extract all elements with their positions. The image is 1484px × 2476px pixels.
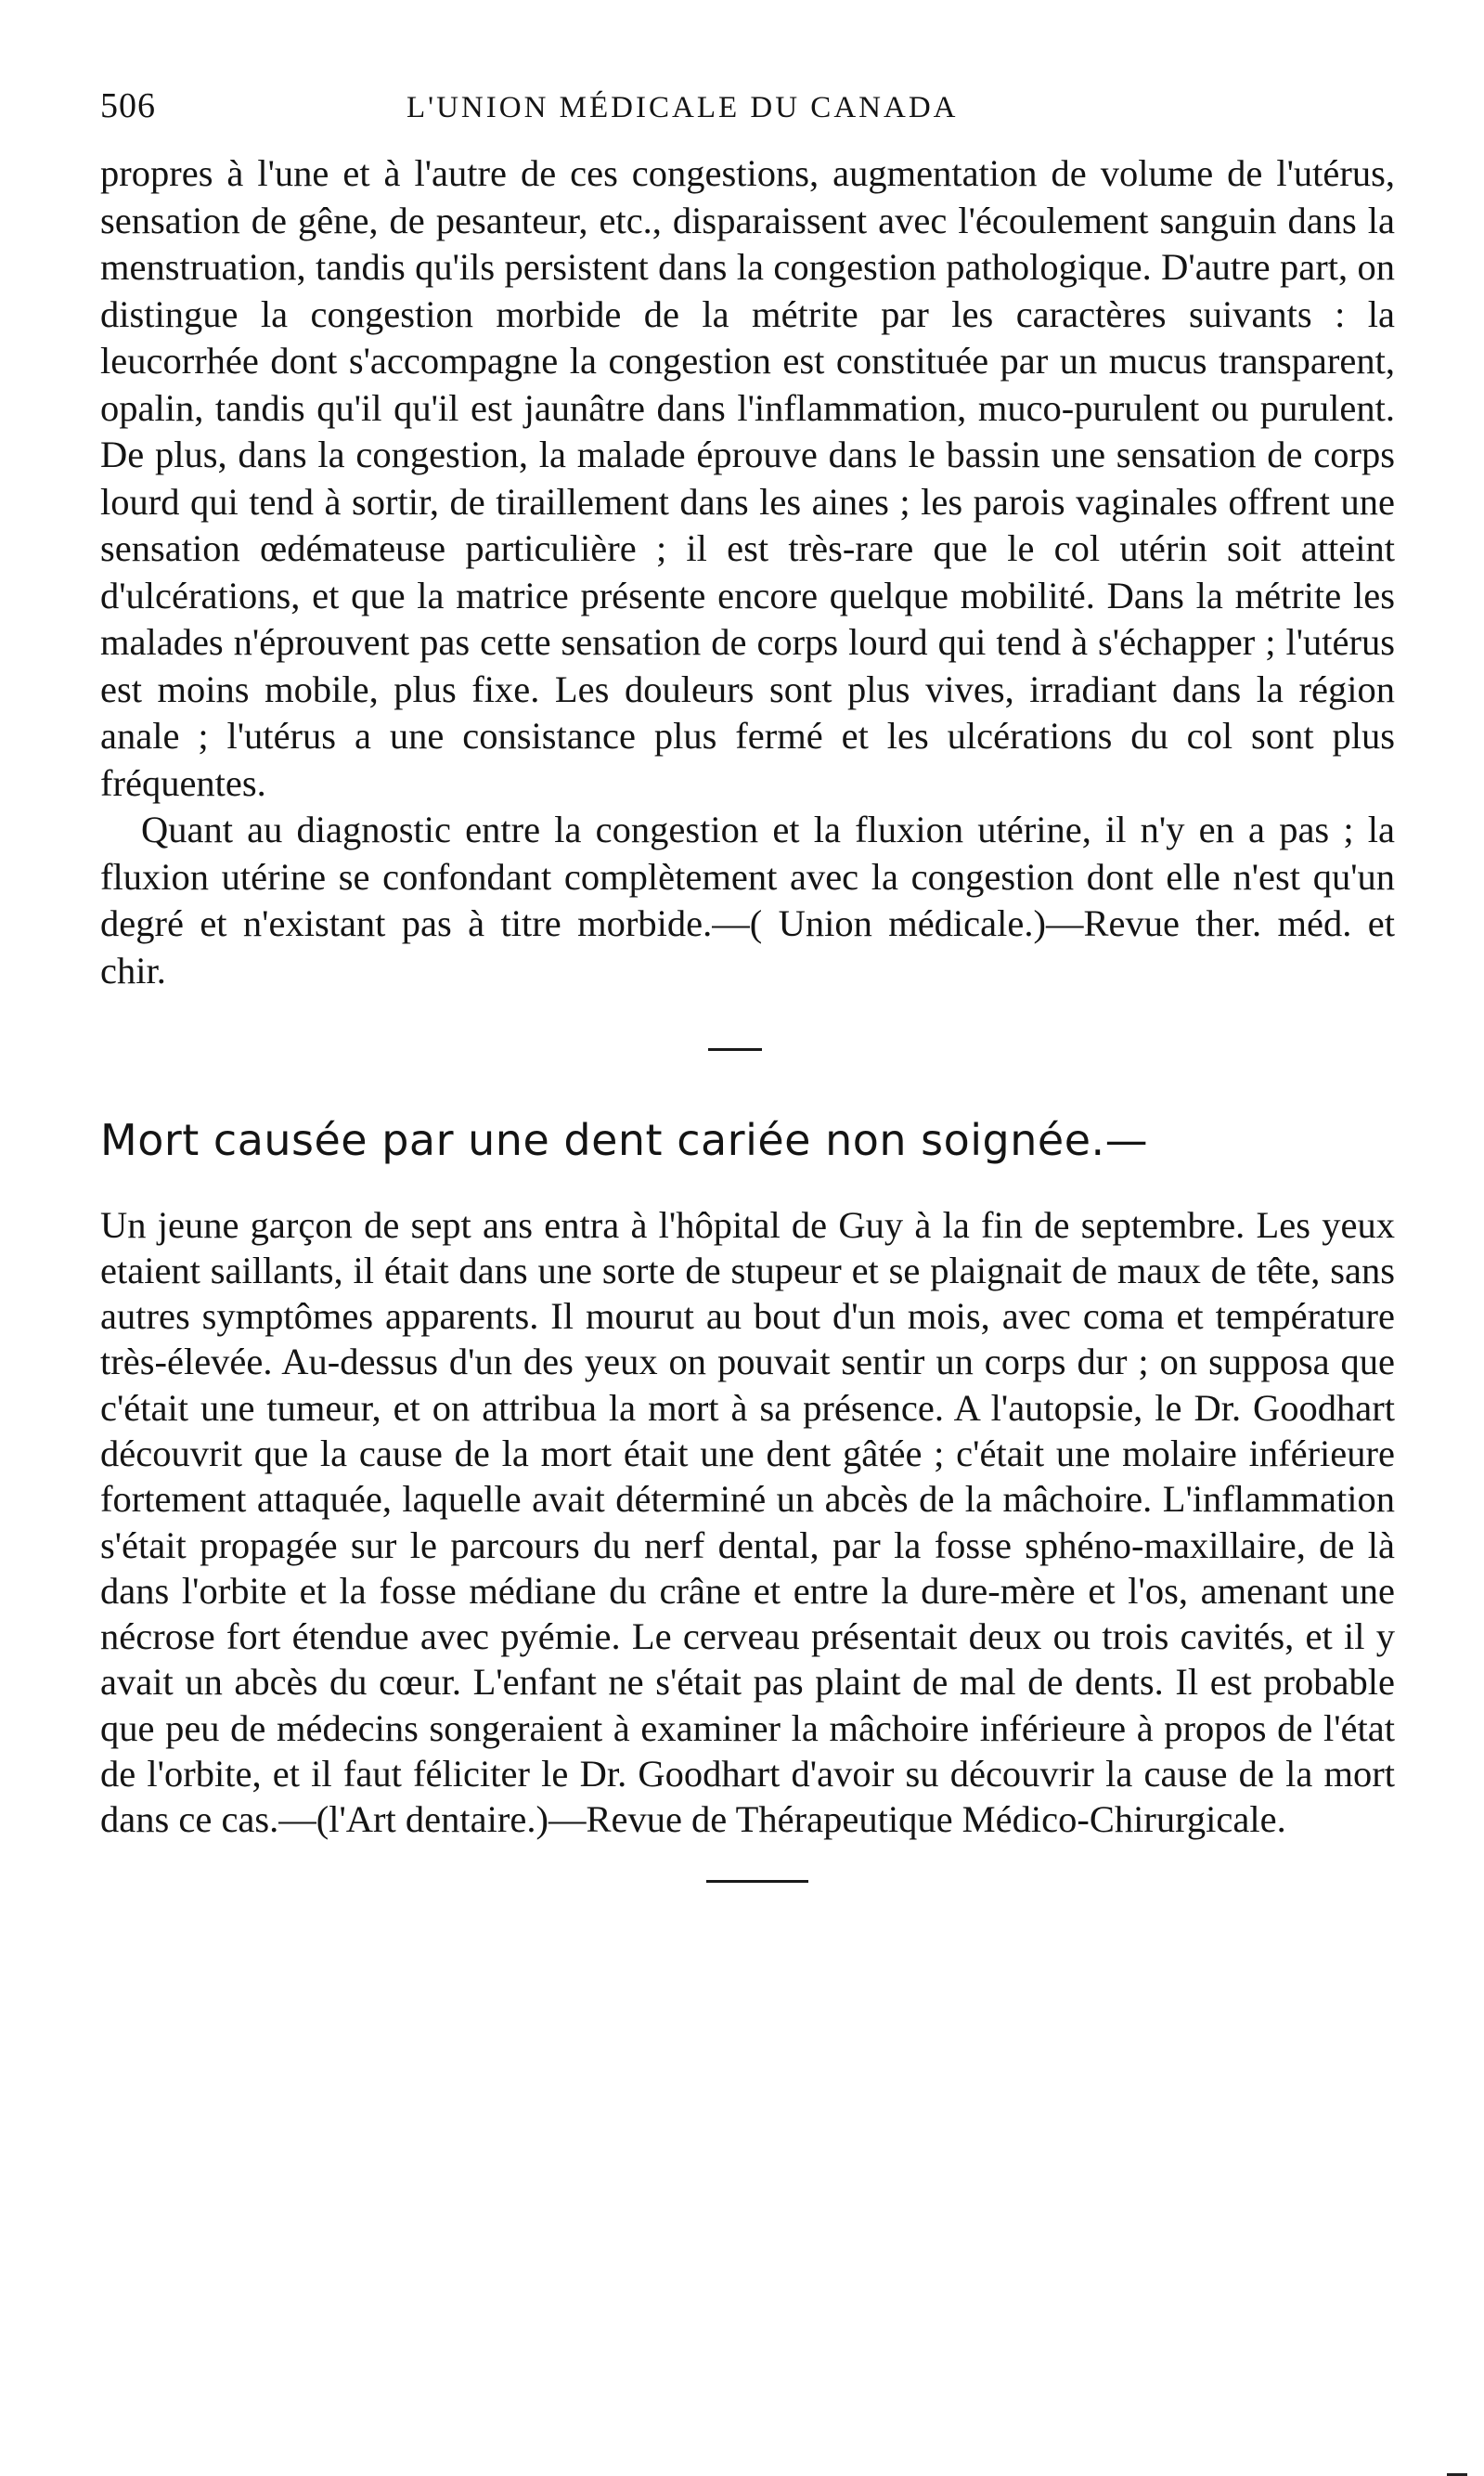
running-head: [100, 85, 1395, 130]
section-divider: [708, 1048, 762, 1051]
journal-title: L'UNION MÉDICALE DU CANADA: [406, 91, 959, 124]
diagnosis-paragraph: Quant au diagnostic entre la congestion et la fluxion utérine, il n'y en a pas ; la fluxion utérine se confondant complètement avec la congestion dont elle n'est qu'un degré et n'existant pas à titre morbide.—( Union médicale.)—Revue ther. méd. et chir.: [100, 809, 1395, 992]
page-number: 506: [100, 86, 156, 125]
article-paragraph: Un jeune garçon de sept ans entra à l'hôpital de Guy à la fin de septembre. Les yeux etaient saillants, il était dans une sorte de stupeur et se plaignait de maux de tête, sans autres symptômes apparents. Il mourut au bout d'un mois, avec coma et température très-élevée. Au-dessus d'un des yeux on pouvait sentir un corps dur ; on supposa que c'était une tumeur, et on attribua la mort à sa présence. A l'autopsie, le Dr. Goodhart découvrit que la cause de la mort était une dent gâtée ; c'était une molaire inférieure fortement attaquée, laquelle avait déterminé un abcès de la mâchoire. L'inflammation s'était propagée sur le parcours du nerf dental, par la fosse sphéno-maxillaire, de là dans l'orbite et la fosse médiane du crâne et entre la dure-mère et l'os, amenant une nécrose fort étendue avec pyémie. Le cerveau présentait deux ou trois cavités, et il y avait un abcès du cœur. L'enfant ne s'était pas plaint de mal de dents. Il est probable que peu de médecins songeraient à examiner la mâchoire inférieure à propos de l'état de l'orbite, et il faut féliciter le Dr. Goodhart d'avoir su découvrir la cause de la mort dans ce cas.—(l'Art dentaire.)—Revue de Thérapeutique Médico-Chirurgicale.: [100, 1203, 1395, 1841]
article-title: Mort causée par une dent cariée non soignée.—: [100, 1115, 1149, 1165]
article-body: [100, 1202, 1395, 1843]
article-continuation: [100, 150, 1395, 994]
continuation-paragraph: propres à l'une et à l'autre de ces congestions, augmentation de volume de l'utérus, sensation de gêne, de pesanteur, etc., disparaissent avec l'écoulement sanguin dans la menstruation, tandis qu'ils persistent dans la congestion pathologique. D'autre part, on distingue la congestion morbide de la métrite par les caractères suivants : la leucorrhée dont s'accompagne la congestion est constituée par un mucus transparent, opalin, tandis qu'il qu'il est jaunâtre dans l'inflammation, muco-purulent ou purulent. De plus, dans la congestion, la malade éprouve dans le bassin une sensation de corps lourd qui tend à sortir, de tiraillement dans les aines ; les parois vaginales offrent une sensation œdémateuse particulière ; il est très-rare que le col utérin soit atteint d'ulcérations, et que la matrice présente encore quelque mobilité. Dans la métrite les malades n'éprouvent pas cette sensation de corps lourd qui tend à s'échapper ; l'utérus est moins mobile, plus fixe. Les douleurs sont plus vives, irradiant dans la région anale ; l'utérus a une consistance plus fermé et les ulcérations du col sont plus fréquentes.: [100, 152, 1395, 804]
journal-page: [100, 85, 1395, 1883]
end-divider: [706, 1880, 808, 1883]
